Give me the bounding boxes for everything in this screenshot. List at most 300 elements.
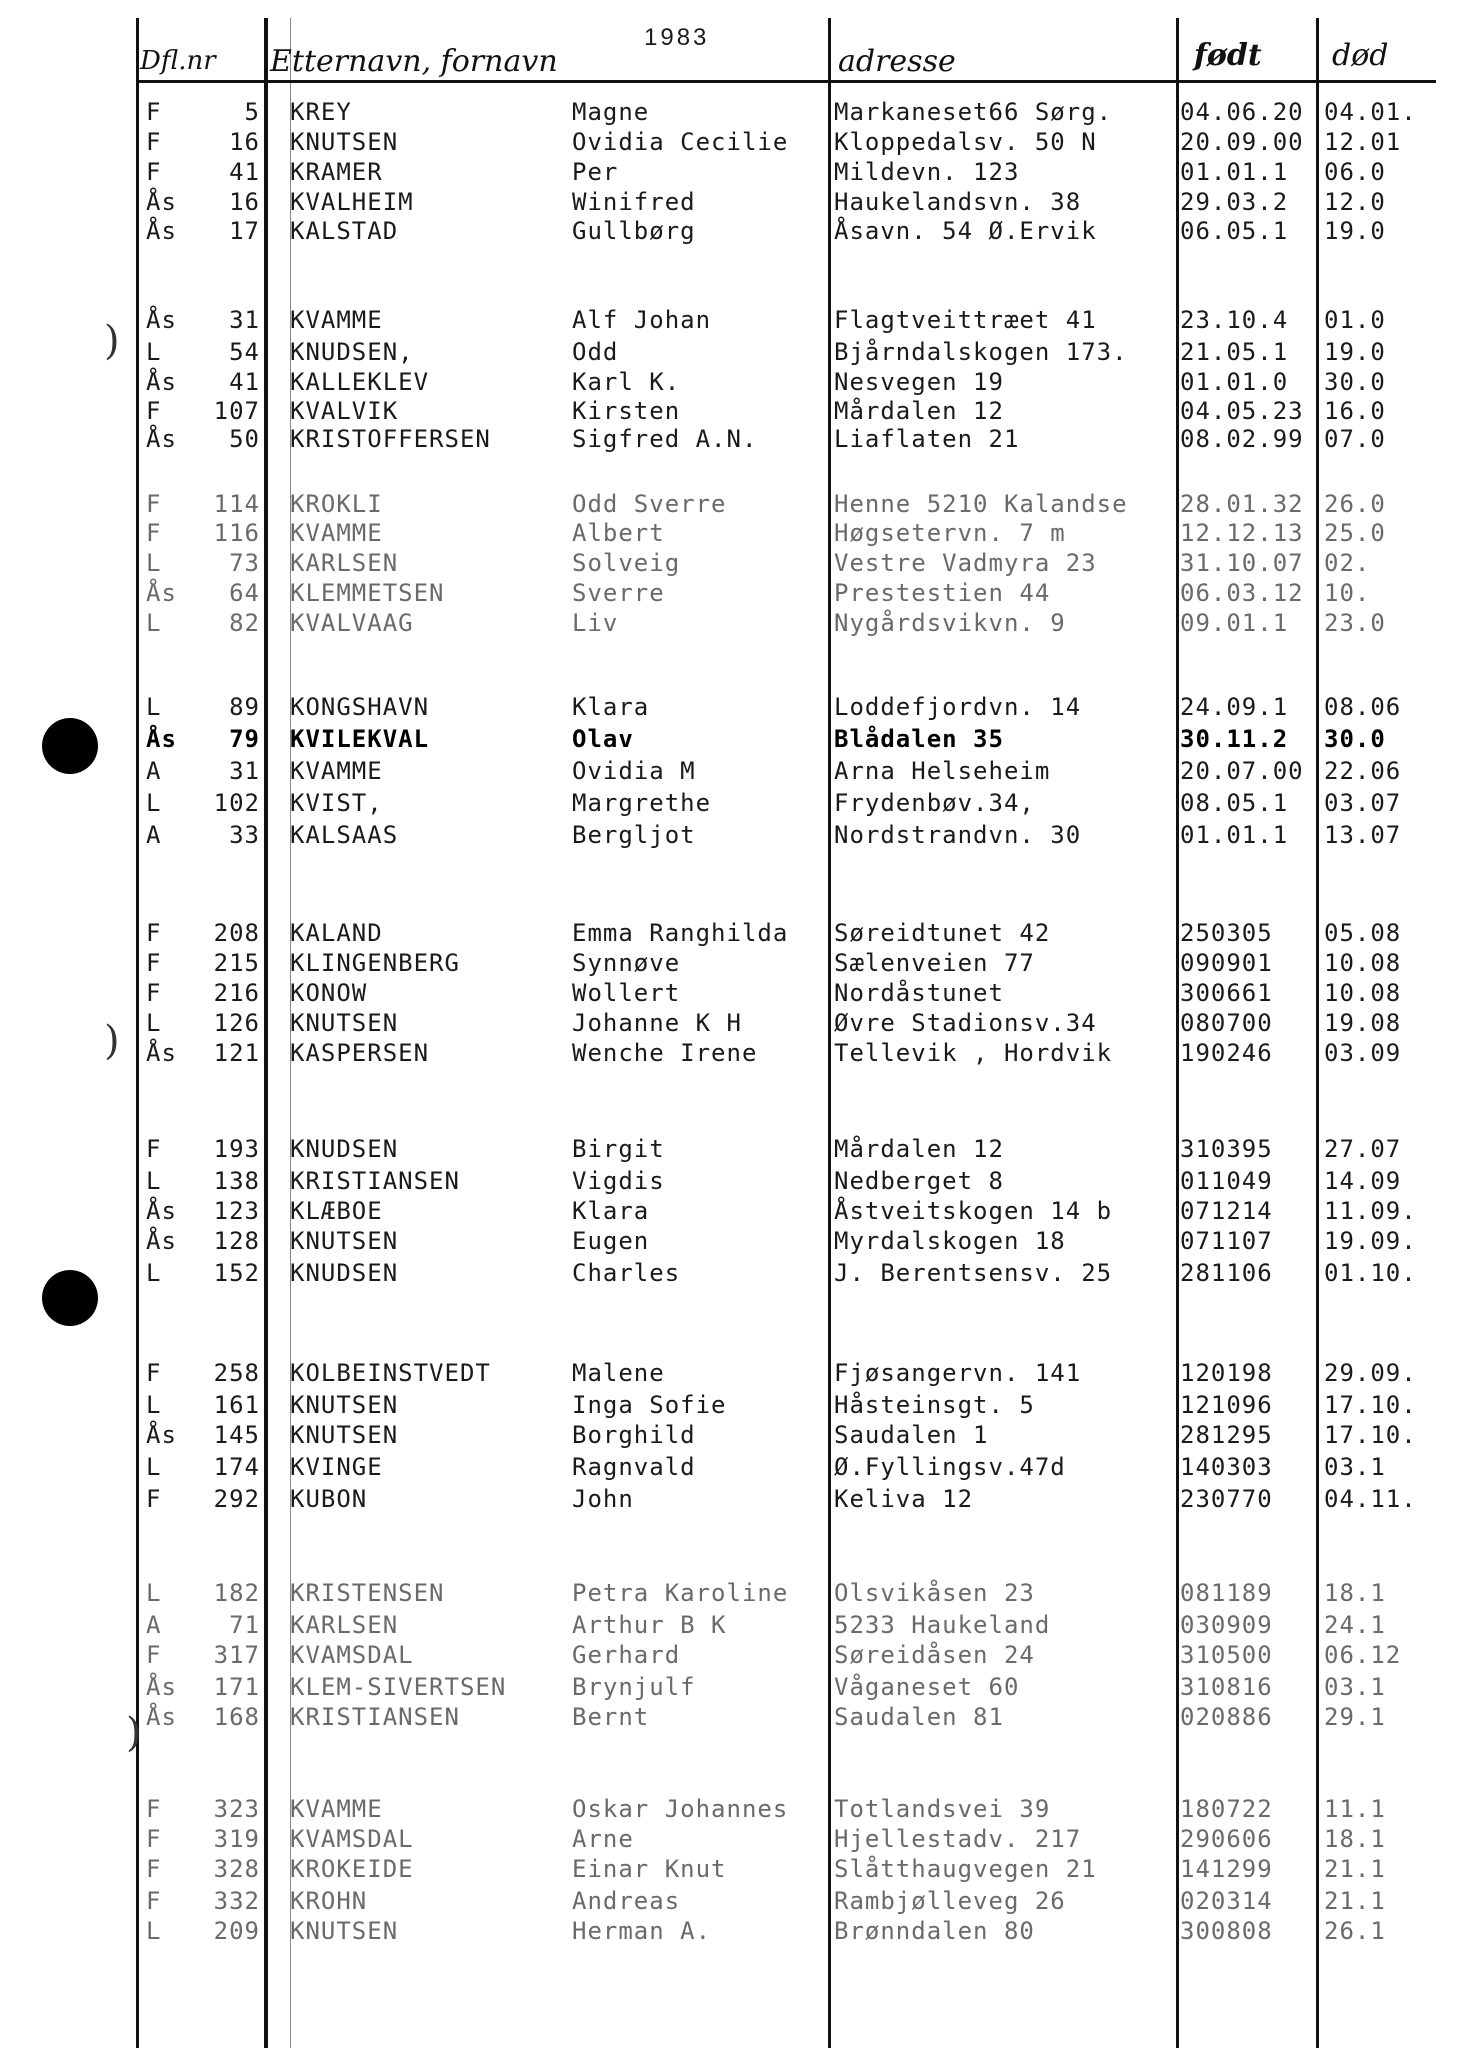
entry-code: F (146, 397, 162, 425)
entry-code: F (146, 1485, 162, 1513)
entry-address: Olsvikåsen 23 (834, 1579, 1035, 1607)
entry-surname: KNUTSEN (290, 128, 399, 156)
entry-address: Bjårndalskogen 173. (834, 338, 1128, 366)
entry-address: Håsteinsgt. 5 (834, 1391, 1035, 1419)
entry-surname: KNUTSEN (290, 1917, 399, 1945)
entry-code: F (146, 979, 162, 1007)
entry-surname: KOLBEINSTVEDT (290, 1359, 491, 1387)
entry-code: L (146, 1453, 162, 1481)
entry-died: 03.07 (1324, 789, 1402, 817)
entry-died: 29.09. (1324, 1359, 1417, 1387)
entry-code: L (146, 609, 162, 637)
entry-born: 141299 (1180, 1855, 1273, 1883)
entry-surname: KVAMME (290, 306, 383, 334)
entry-surname: KALLEKLEV (290, 368, 430, 396)
entry-number: 319 (213, 1825, 260, 1853)
register-entry (0, 1420, 1461, 1450)
entry-number: 107 (213, 397, 260, 425)
entry-surname: KRISTIANSEN (290, 1703, 460, 1731)
entry-address: Nedberget 8 (834, 1167, 1004, 1195)
entry-born: 180722 (1180, 1795, 1273, 1823)
entry-born: 12.12.13 (1180, 519, 1304, 547)
entry-code: L (146, 1391, 162, 1419)
entry-address: Mildevn. 123 (834, 158, 1020, 186)
entry-number: 323 (213, 1795, 260, 1823)
entry-born: 030909 (1180, 1611, 1273, 1639)
entry-number: 31 (229, 757, 260, 785)
entry-born: 120198 (1180, 1359, 1273, 1387)
entry-died: 10. (1324, 579, 1371, 607)
entry-number: 145 (213, 1421, 260, 1449)
entry-born: 250305 (1180, 919, 1273, 947)
entry-address: 5233 Haukeland (834, 1611, 1051, 1639)
entry-born: 23.10.4 (1180, 306, 1289, 334)
entry-surname: KLEMMETSEN (290, 579, 445, 607)
entry-born: 08.05.1 (1180, 789, 1289, 817)
entry-code: F (146, 490, 162, 518)
entry-surname: KARLSEN (290, 549, 399, 577)
entry-number: 71 (229, 1611, 260, 1639)
entry-address: Mårdalen 12 (834, 1135, 1004, 1163)
entry-address: Ø.Fyllingsv.47d (834, 1453, 1066, 1481)
register-entry (0, 756, 1461, 786)
entry-given-name: Oskar Johannes (572, 1795, 789, 1823)
entry-born: 20.09.00 (1180, 128, 1304, 156)
entry-number: 64 (229, 579, 260, 607)
entry-born: 071214 (1180, 1197, 1273, 1225)
entry-number: 82 (229, 609, 260, 637)
entry-given-name: Liv (572, 609, 619, 637)
entry-number: 5 (244, 98, 260, 126)
entry-surname: KNUTSEN (290, 1227, 399, 1255)
entry-died: 18.1 (1324, 1825, 1386, 1853)
entry-address: Nordåstunet (834, 979, 1004, 1007)
entry-born: 281295 (1180, 1421, 1273, 1449)
entry-born: 071107 (1180, 1227, 1273, 1255)
entry-born: 29.03.2 (1180, 188, 1289, 216)
entry-address: Sælenveien 77 (834, 949, 1035, 977)
entry-code: Ås (146, 1039, 177, 1067)
entry-died: 23.0 (1324, 609, 1386, 637)
entry-born: 140303 (1180, 1453, 1273, 1481)
entry-born: 300808 (1180, 1917, 1273, 1945)
entry-died: 21.1 (1324, 1887, 1386, 1915)
entry-number: 332 (213, 1887, 260, 1915)
entry-surname: KVAMME (290, 519, 383, 547)
entry-surname: KONOW (290, 979, 368, 1007)
entry-code: A (146, 757, 162, 785)
register-entry (0, 305, 1461, 335)
entry-given-name: John (572, 1485, 634, 1513)
entry-number: 116 (213, 519, 260, 547)
entry-surname: KALSTAD (290, 217, 399, 245)
year-label: 1983 (644, 24, 710, 51)
entry-number: 79 (229, 725, 260, 753)
entry-surname: KNUDSEN (290, 1135, 399, 1163)
entry-died: 07.0 (1324, 425, 1386, 453)
entry-given-name: Andreas (572, 1887, 681, 1915)
entry-code: Ås (146, 1197, 177, 1225)
entry-born: 080700 (1180, 1009, 1273, 1037)
entry-number: 193 (213, 1135, 260, 1163)
entry-born: 31.10.07 (1180, 549, 1304, 577)
entry-address: Nesvegen 19 (834, 368, 1004, 396)
entry-code: F (146, 1795, 162, 1823)
entry-died: 26.1 (1324, 1917, 1386, 1945)
register-entry (0, 1196, 1461, 1226)
entry-number: 73 (229, 549, 260, 577)
entry-address: Slåtthaugvegen 21 (834, 1855, 1097, 1883)
register-entry (0, 1008, 1461, 1038)
entry-died: 03.1 (1324, 1673, 1386, 1701)
entry-died: 18.1 (1324, 1579, 1386, 1607)
entry-died: 19.0 (1324, 217, 1386, 245)
entry-given-name: Arne (572, 1825, 634, 1853)
entry-given-name: Eugen (572, 1227, 650, 1255)
register-entry (0, 424, 1461, 454)
register-entry (0, 1038, 1461, 1068)
entry-address: Blådalen 35 (834, 725, 1004, 753)
register-entry (0, 608, 1461, 638)
entry-born: 20.07.00 (1180, 757, 1304, 785)
entry-code: F (146, 128, 162, 156)
entry-code: L (146, 1009, 162, 1037)
entry-born: 300661 (1180, 979, 1273, 1007)
register-entry (0, 918, 1461, 948)
entry-given-name: Malene (572, 1359, 665, 1387)
entry-died: 27.07 (1324, 1135, 1402, 1163)
entry-surname: KNUDSEN, (290, 338, 414, 366)
entry-code: A (146, 1611, 162, 1639)
entry-number: 182 (213, 1579, 260, 1607)
header-rule (136, 80, 1436, 83)
entry-died: 04.11. (1324, 1485, 1417, 1513)
entry-address: Loddefjordvn. 14 (834, 693, 1082, 721)
entry-surname: KLINGENBERG (290, 949, 460, 977)
entry-given-name: Inga Sofie (572, 1391, 727, 1419)
entry-code: F (146, 1359, 162, 1387)
entry-died: 11.1 (1324, 1795, 1386, 1823)
entry-born: 310500 (1180, 1641, 1273, 1669)
entry-died: 16.0 (1324, 397, 1386, 425)
entry-address: Brønndalen 80 (834, 1917, 1035, 1945)
register-entry (0, 97, 1461, 127)
entry-died: 01.0 (1324, 306, 1386, 334)
entry-surname: KVAMME (290, 1795, 383, 1823)
register-entry (0, 187, 1461, 217)
entry-surname: KVAMME (290, 757, 383, 785)
register-entry (0, 127, 1461, 157)
register-entry (0, 578, 1461, 608)
entry-surname: KRISTIANSEN (290, 1167, 460, 1195)
entry-given-name: Vigdis (572, 1167, 665, 1195)
entry-address: Totlandsvei 39 (834, 1795, 1051, 1823)
entry-code: F (146, 1135, 162, 1163)
entry-died: 14.09 (1324, 1167, 1402, 1195)
entry-code: L (146, 1579, 162, 1607)
entry-code: F (146, 158, 162, 186)
entry-born: 020886 (1180, 1703, 1273, 1731)
entry-address: Søreidåsen 24 (834, 1641, 1035, 1669)
entry-number: 208 (213, 919, 260, 947)
column-header-died: død (1332, 38, 1389, 73)
entry-died: 22.06 (1324, 757, 1402, 785)
entry-given-name: Per (572, 158, 619, 186)
register-entry (0, 1390, 1461, 1420)
entry-given-name: Birgit (572, 1135, 665, 1163)
entry-number: 17 (229, 217, 260, 245)
entry-died: 19.0 (1324, 338, 1386, 366)
entry-born: 090901 (1180, 949, 1273, 977)
entry-died: 04.01. (1324, 98, 1417, 126)
register-entry (0, 337, 1461, 367)
entry-address: Frydenbøv.34, (834, 789, 1035, 817)
entry-died: 03.1 (1324, 1453, 1386, 1481)
entry-born: 28.01.32 (1180, 490, 1304, 518)
entry-number: 121 (213, 1039, 260, 1067)
entry-born: 281106 (1180, 1259, 1273, 1287)
entry-code: Ås (146, 579, 177, 607)
entry-born: 04.06.20 (1180, 98, 1304, 126)
entry-address: Søreidtunet 42 (834, 919, 1051, 947)
register-entry (0, 489, 1461, 519)
entry-given-name: Petra Karoline (572, 1579, 789, 1607)
entry-given-name: Winifred (572, 188, 696, 216)
entry-born: 04.05.23 (1180, 397, 1304, 425)
entry-given-name: Sverre (572, 579, 665, 607)
entry-surname: KROHN (290, 1887, 368, 1915)
register-entry (0, 820, 1461, 850)
entry-born: 310395 (1180, 1135, 1273, 1163)
register-entry (0, 1484, 1461, 1514)
entry-surname: KVAMSDAL (290, 1825, 414, 1853)
entry-born: 06.05.1 (1180, 217, 1289, 245)
entry-number: 41 (229, 158, 260, 186)
entry-born: 30.11.2 (1180, 725, 1289, 753)
margin-mark: ) (104, 1018, 120, 1064)
entry-address: Nygårdsvikvn. 9 (834, 609, 1066, 637)
entry-given-name: Magne (572, 98, 650, 126)
entry-surname: KLEM-SIVERTSEN (290, 1673, 507, 1701)
entry-surname: KRISTOFFERSEN (290, 425, 491, 453)
entry-address: Henne 5210 Kalandse (834, 490, 1128, 518)
entry-number: 16 (229, 188, 260, 216)
entry-died: 17.10. (1324, 1391, 1417, 1419)
entry-surname: KRAMER (290, 158, 383, 186)
entry-address: Markaneset66 Sørg. (834, 98, 1113, 126)
entry-surname: KVILEKVAL (290, 725, 430, 753)
entry-surname: KNUTSEN (290, 1391, 399, 1419)
entry-born: 01.01.1 (1180, 821, 1289, 849)
entry-surname: KALSAAS (290, 821, 399, 849)
entry-born: 011049 (1180, 1167, 1273, 1195)
entry-address: Fjøsangervn. 141 (834, 1359, 1082, 1387)
column-header-name: Etternavn, fornavn (270, 44, 558, 79)
entry-code: F (146, 1641, 162, 1669)
entry-code: Ås (146, 1227, 177, 1255)
entry-surname: KROKLI (290, 490, 383, 518)
entry-given-name: Emma Ranghilda (572, 919, 789, 947)
entry-address: Åsavn. 54 Ø.Ervik (834, 217, 1097, 245)
entry-address: Myrdalskogen 18 (834, 1227, 1066, 1255)
entry-given-name: Bergljot (572, 821, 696, 849)
entry-died: 06.12 (1324, 1641, 1402, 1669)
entry-born: 020314 (1180, 1887, 1273, 1915)
register-entry (0, 724, 1461, 754)
entry-given-name: Charles (572, 1259, 681, 1287)
column-header-born: født (1194, 38, 1262, 73)
entry-given-name: Einar Knut (572, 1855, 727, 1883)
entry-given-name: Alf Johan (572, 306, 712, 334)
entry-surname: KVAMSDAL (290, 1641, 414, 1669)
entry-number: 215 (213, 949, 260, 977)
entry-code: Ås (146, 1673, 177, 1701)
entry-code: L (146, 789, 162, 817)
entry-number: 292 (213, 1485, 260, 1513)
entry-died: 26.0 (1324, 490, 1386, 518)
register-entry (0, 157, 1461, 187)
entry-given-name: Sigfred A.N. (572, 425, 758, 453)
entry-died: 02. (1324, 549, 1371, 577)
register-entry (0, 978, 1461, 1008)
register-entry (0, 1794, 1461, 1824)
entry-number: 171 (213, 1673, 260, 1701)
entry-address: Tellevik , Hordvik (834, 1039, 1113, 1067)
entry-given-name: Karl K. (572, 368, 681, 396)
entry-number: 128 (213, 1227, 260, 1255)
entry-number: 161 (213, 1391, 260, 1419)
entry-given-name: Odd (572, 338, 619, 366)
entry-address: Arna Helseheim (834, 757, 1051, 785)
column-header-nr: Dfl.nr (140, 46, 216, 76)
register-entry (0, 518, 1461, 548)
register-entry (0, 1640, 1461, 1670)
register-entry (0, 1886, 1461, 1916)
entry-surname: KONGSHAVN (290, 693, 430, 721)
entry-given-name: Wenche Irene (572, 1039, 758, 1067)
margin-mark: ) (126, 1710, 142, 1756)
entry-address: Vestre Vadmyra 23 (834, 549, 1097, 577)
entry-died: 11.09. (1324, 1197, 1417, 1225)
entry-address: Hjellestadv. 217 (834, 1825, 1082, 1853)
entry-born: 081189 (1180, 1579, 1273, 1607)
entry-address: Rambjølleveg 26 (834, 1887, 1066, 1915)
entry-address: Saudalen 1 (834, 1421, 989, 1449)
entry-code: Ås (146, 217, 177, 245)
entry-given-name: Bernt (572, 1703, 650, 1731)
entry-number: 209 (213, 1917, 260, 1945)
entry-address: Våganeset 60 (834, 1673, 1020, 1701)
entry-given-name: Kirsten (572, 397, 681, 425)
entry-surname: KVALHEIM (290, 188, 414, 216)
entry-died: 21.1 (1324, 1855, 1386, 1883)
entry-address: Haukelandsvn. 38 (834, 188, 1082, 216)
entry-surname: KUBON (290, 1485, 368, 1513)
entry-given-name: Margrethe (572, 789, 712, 817)
entry-given-name: Odd Sverre (572, 490, 727, 518)
entry-code: F (146, 1825, 162, 1853)
entry-given-name: Albert (572, 519, 665, 547)
entry-number: 174 (213, 1453, 260, 1481)
entry-address: Prestestien 44 (834, 579, 1051, 607)
entry-address: Øvre Stadionsv.34 (834, 1009, 1097, 1037)
entry-died: 10.08 (1324, 949, 1402, 977)
entry-number: 102 (213, 789, 260, 817)
entry-address: Høgsetervn. 7 m (834, 519, 1066, 547)
entry-number: 41 (229, 368, 260, 396)
entry-number: 114 (213, 490, 260, 518)
entry-number: 123 (213, 1197, 260, 1225)
entry-surname: KNUTSEN (290, 1009, 399, 1037)
entry-born: 290606 (1180, 1825, 1273, 1853)
register-entry (0, 367, 1461, 397)
entry-code: L (146, 1259, 162, 1287)
entry-given-name: Borghild (572, 1421, 696, 1449)
entry-given-name: Johanne K H (572, 1009, 742, 1037)
entry-died: 25.0 (1324, 519, 1386, 547)
entry-number: 328 (213, 1855, 260, 1883)
entry-given-name: Wollert (572, 979, 681, 1007)
register-entry (0, 692, 1461, 722)
register-entry (0, 1452, 1461, 1482)
entry-given-name: Gullbørg (572, 217, 696, 245)
entry-code: F (146, 1855, 162, 1883)
entry-code: Ås (146, 1421, 177, 1449)
register-entry (0, 216, 1461, 246)
entry-number: 168 (213, 1703, 260, 1731)
entry-number: 89 (229, 693, 260, 721)
register-entry (0, 1258, 1461, 1288)
entry-code: Ås (146, 188, 177, 216)
entry-code: F (146, 949, 162, 977)
register-entry (0, 1166, 1461, 1196)
entry-died: 08.06 (1324, 693, 1402, 721)
entry-died: 01.10. (1324, 1259, 1417, 1287)
entry-surname: KARLSEN (290, 1611, 399, 1639)
register-entry (0, 1672, 1461, 1702)
entry-address: Åstveitskogen 14 b (834, 1197, 1113, 1225)
entry-address: J. Berentsensv. 25 (834, 1259, 1113, 1287)
entry-code: L (146, 693, 162, 721)
entry-number: 258 (213, 1359, 260, 1387)
entry-died: 30.0 (1324, 725, 1386, 753)
entry-born: 09.01.1 (1180, 609, 1289, 637)
entry-given-name: Gerhard (572, 1641, 681, 1669)
entry-number: 317 (213, 1641, 260, 1669)
entry-died: 17.10. (1324, 1421, 1417, 1449)
entry-code: L (146, 1917, 162, 1945)
entry-number: 138 (213, 1167, 260, 1195)
entry-born: 08.02.99 (1180, 425, 1304, 453)
entry-code: Ås (146, 725, 177, 753)
entry-address: Nordstrandvn. 30 (834, 821, 1082, 849)
entry-surname: KRISTENSEN (290, 1579, 445, 1607)
register-entry (0, 1916, 1461, 1946)
register-entry (0, 1226, 1461, 1256)
entry-address: Kloppedalsv. 50 N (834, 128, 1097, 156)
entry-surname: KNUTSEN (290, 1421, 399, 1449)
entry-code: L (146, 549, 162, 577)
entry-given-name: Ovidia Cecilie (572, 128, 789, 156)
entry-given-name: Synnøve (572, 949, 681, 977)
entry-surname: KROKEIDE (290, 1855, 414, 1883)
entry-died: 19.08 (1324, 1009, 1402, 1037)
entry-born: 230770 (1180, 1485, 1273, 1513)
entry-given-name: Herman A. (572, 1917, 712, 1945)
entry-given-name: Arthur B K (572, 1611, 727, 1639)
register-entry (0, 788, 1461, 818)
entry-number: 31 (229, 306, 260, 334)
